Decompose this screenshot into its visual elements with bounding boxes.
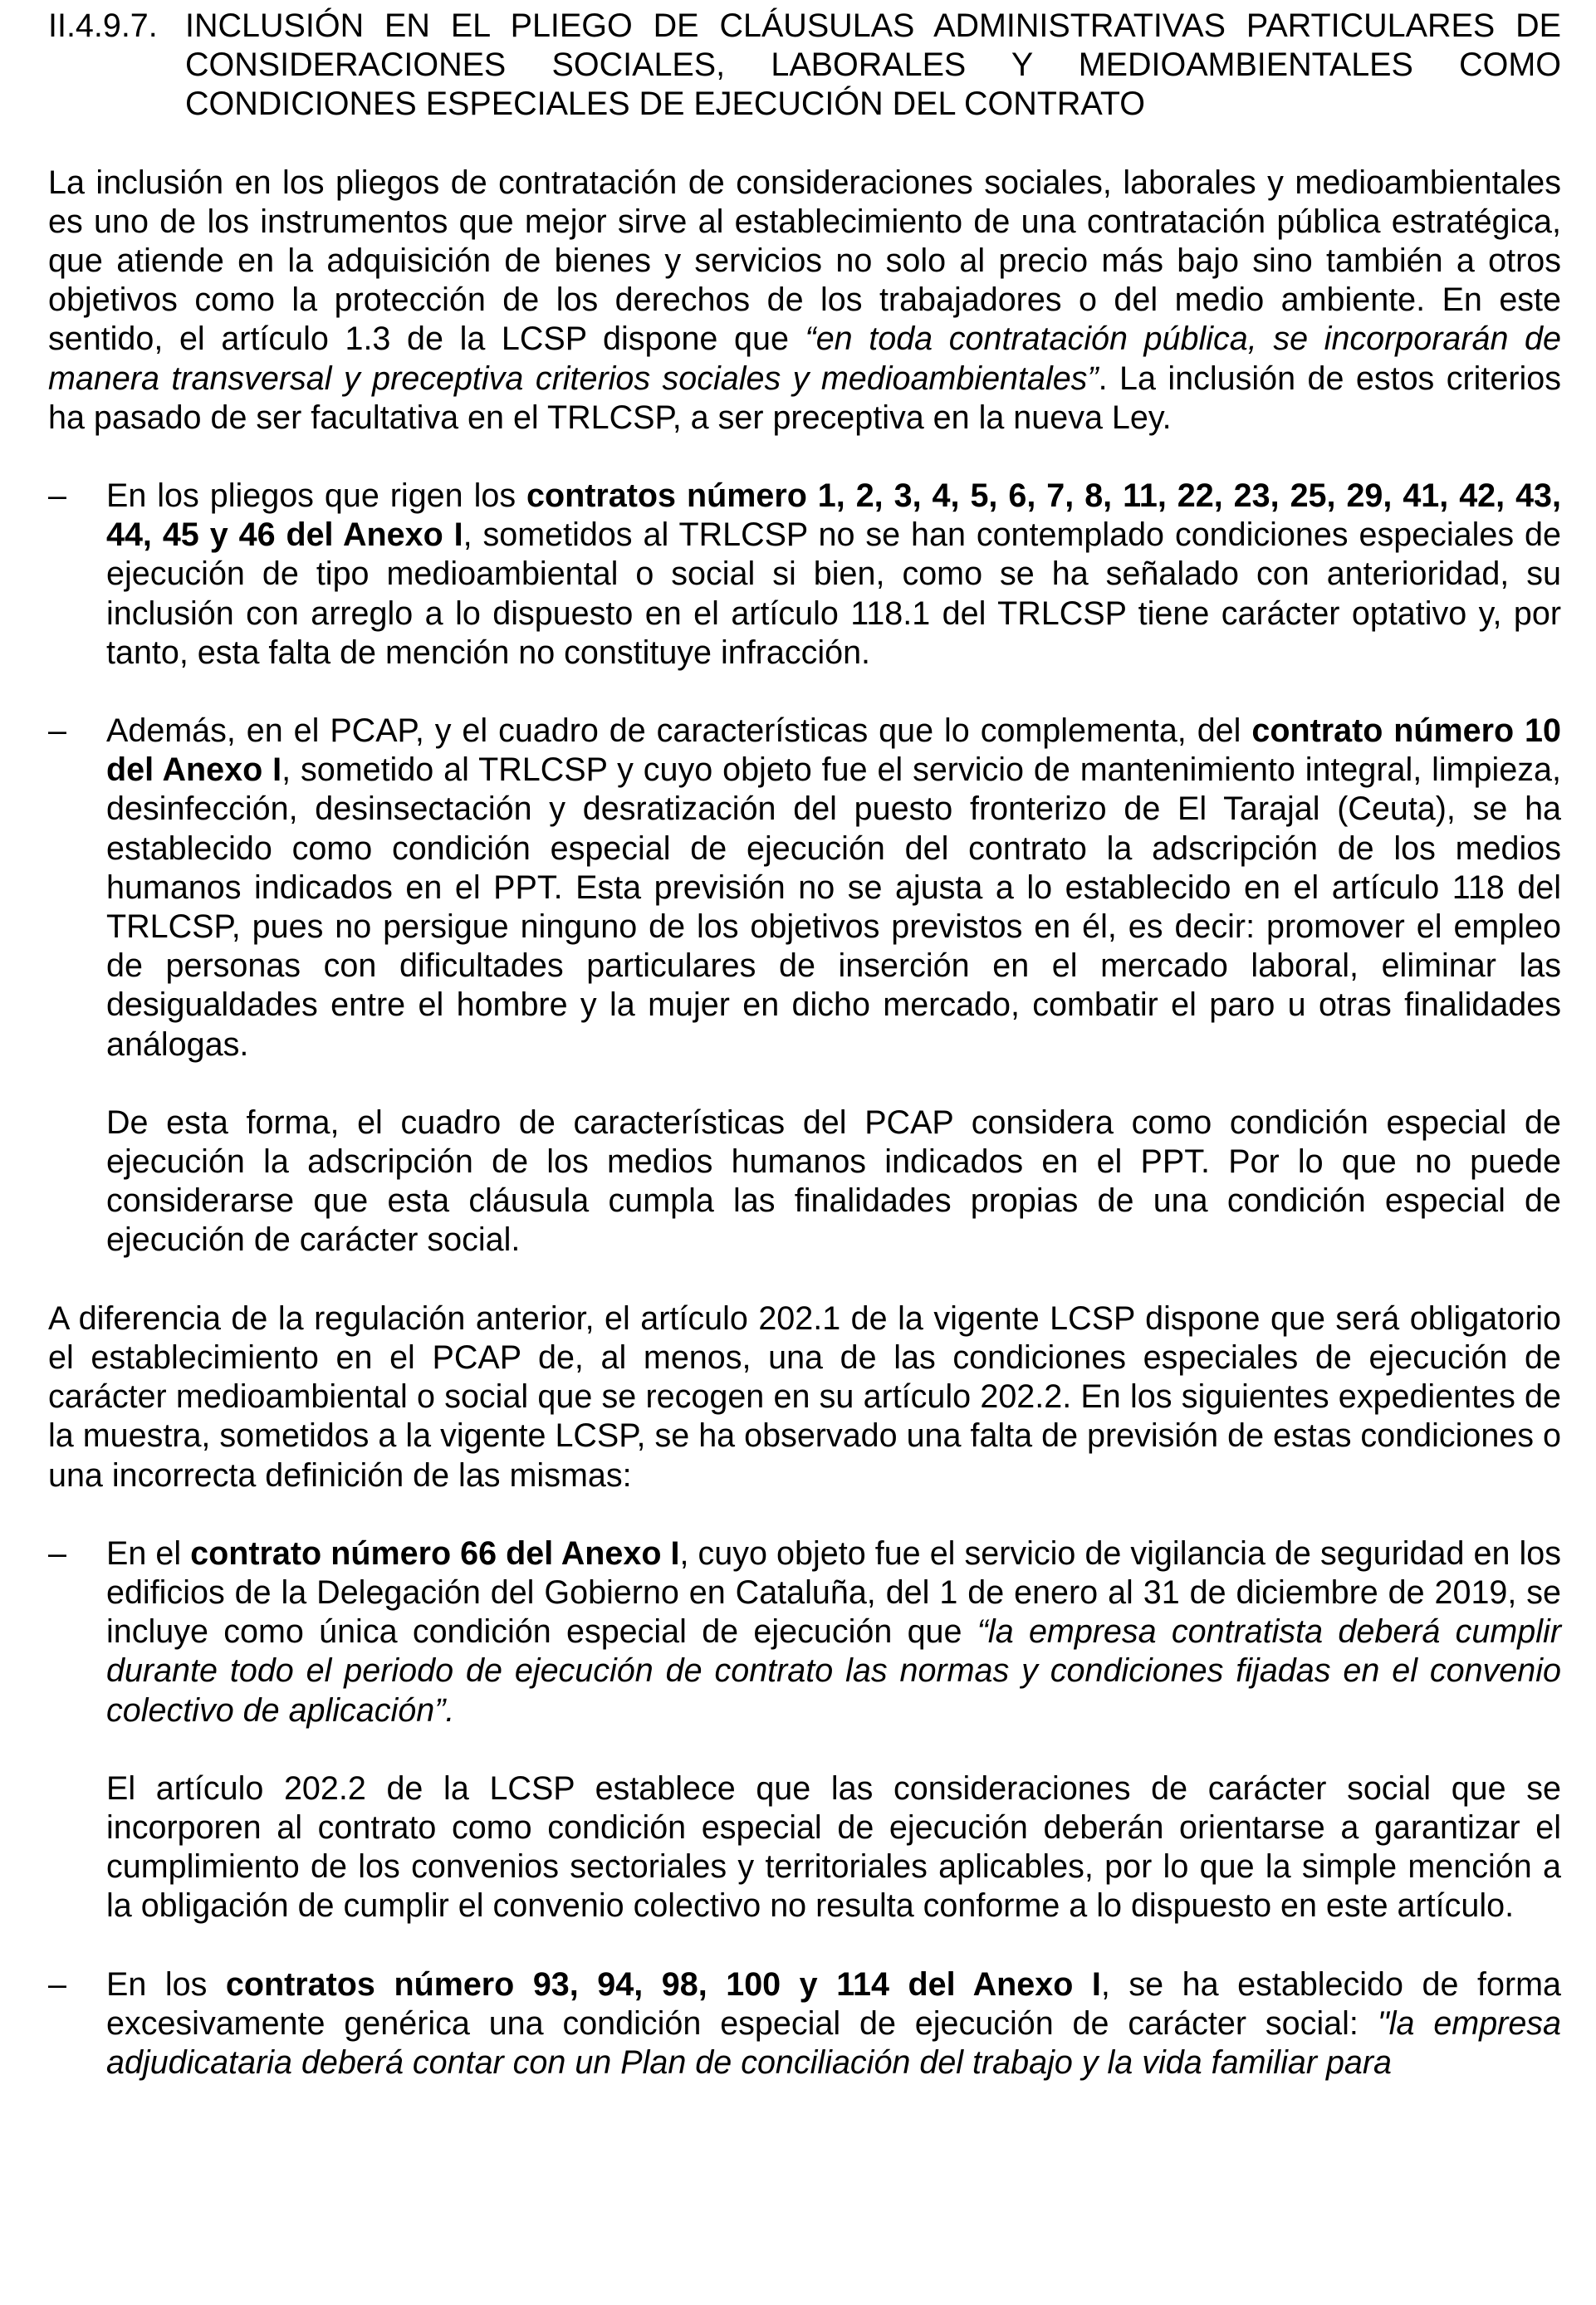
text-run: .	[445, 1691, 455, 1729]
text-run: , se ha establecido de forma excesivamente genérica una condición especial de ejecución de carácter social:	[106, 1965, 1561, 2042]
list-item-text	[106, 712, 1561, 1064]
list-item	[48, 712, 1561, 1064]
quote-text: “en toda contratación pública, se incorporarán de manera transversal y preceptiva criterios sociales y medioambientales”	[48, 321, 1561, 397]
document-page	[48, 7, 1561, 2082]
bold-text: contrato número 66 del Anexo I	[190, 1534, 680, 1572]
list-item-subparagraph: De esta forma, el cuadro de características del PCAP considera como condición especial de ejecución la adscripción de los medios humanos indicados en el PPT. Por lo que no puede considerarse que esta cláusula cumpla las finalidades propias de una condición especial de ejecución de carácter social.	[106, 1104, 1561, 1259]
text-run: En los	[106, 1965, 226, 2003]
body-paragraph: A diferencia de la regulación anterior, el artículo 202.1 de la vigente LCSP dispone que será obligatorio el establecimiento en el PCAP de, al menos, una de las condiciones especiales de ejecución de carácter medioambiental o social que se recogen en su artículo 202.2. En los siguientes expedientes de la muestra, sometidos a la vigente LCSP, se ha observado una falta de previsión de estas condiciones o una incorrecta definición de las mismas:	[48, 1299, 1561, 1494]
text-run: . La inclusión de estos criterios ha pasado de ser facultativa en el TRLCSP, a ser preceptiva en la nueva Ley.	[48, 360, 1561, 436]
quote-text: “la empresa contratista deberá cumplir durante todo el periodo de ejecución de contrato las normas y condiciones fijadas en el convenio colectivo de aplicación”	[106, 1613, 1561, 1729]
bold-text: contratos número 1, 2, 3, 4, 5, 6, 7, 8, 11, 22, 23, 25, 29, 41, 42, 43, 44, 45 y 46 del Anexo I	[106, 477, 1561, 554]
section-title: INCLUSIÓN EN EL PLIEGO DE CLÁUSULAS ADMINISTRATIVAS PARTICULARES DE CONSIDERACIONES SOCIALES, LABORALES Y MEDIOAMBIENTALES COMO CONDICIONES ESPECIALES DE EJECUCIÓN DEL CONTRATO	[185, 7, 1561, 123]
text-run: , sometidos al TRLCSP no se han contemplado condiciones especiales de ejecución de tipo medioambiental o social si bien, como se ha señalado con anterioridad, su inclusión con arreglo a lo dispuesto en el artículo 118.1 del TRLCSP tiene carácter optativo y, por tanto, esta falta de mención no constituye infracción.	[106, 516, 1561, 671]
text-run: Además, en el PCAP, y el cuadro de características que lo complementa, del	[106, 712, 1252, 750]
text-run: La inclusión en los pliegos de contratación de consideraciones sociales, laborales y medioambientales es uno de los instrumentos que mejor sirve al establecimiento de una contratación pública estratégica, que atiende en la adquisición de bienes y servicios no solo al precio más bajo sino también a otros objetivos como la protección de los derechos de los trabajadores o del medio ambiente. En este sentido, el artículo 1.3 de la LCSP dispone que	[48, 164, 1561, 358]
bullet-dash: –	[48, 1534, 66, 1572]
list-item-text	[106, 1534, 1561, 1730]
bullet-dash: –	[48, 477, 66, 515]
section-heading	[48, 7, 1561, 125]
list-item-text	[106, 477, 1561, 673]
list-item	[48, 1534, 1561, 1730]
intro-paragraph	[48, 164, 1561, 438]
bullet-dash: –	[48, 712, 66, 750]
text-run: , sometido al TRLCSP y cuyo objeto fue el servicio de mantenimiento integral, limpieza, desinfección, desinsectación y desratización del puesto fronterizo de El Tarajal (Ceuta), se ha establecido como condición especial de ejecución del contrato la adscripción de los medios humanos indicados en el PPT. Esta previsión no se ajusta a lo establecido en el artículo 118 del TRLCSP, pues no persigue ninguno de los objetivos previstos en él, es decir: promover el empleo de personas con dificultades particulares de inserción en el mercado laboral, eliminar las desigualdades entre el hombre y la mujer en dicho mercado, combatir el paro u otras finalidades análogas.	[106, 751, 1561, 1063]
text-run: , cuyo objeto fue el servicio de vigilancia de seguridad en los edificios de la Delegación del Gobierno en Cataluña, del 1 de enero al 31 de diciembre de 2019, se incluye como única condición especial de ejecución que	[106, 1534, 1561, 1651]
section-number: II.4.9.7.	[48, 7, 158, 44]
bold-text: contratos número 93, 94, 98, 100 y 114 del Anexo I	[225, 1965, 1101, 2003]
list-item	[48, 1965, 1561, 2083]
text-run: En los pliegos que rigen los	[106, 477, 527, 515]
bullet-dash: –	[48, 1965, 66, 2003]
bold-text: contrato número 10 del Anexo I	[106, 712, 1561, 789]
list-item-text	[106, 1965, 1561, 2083]
list-item	[48, 477, 1561, 673]
quote-text: "la empresa adjudicataria deberá contar con un Plan de conciliación del trabajo y la vida familiar para	[106, 2004, 1562, 2081]
list-item-subparagraph: El artículo 202.2 de la LCSP establece que las consideraciones de carácter social que se incorporen al contrato como condición especial de ejecución deberán orientarse a garantizar el cumplimiento de los convenios sectoriales y territoriales aplicables, por lo que la simple mención a la obligación de cumplir el convenio colectivo no resulta conforme a lo dispuesto en este artículo.	[106, 1769, 1561, 1925]
text-run: En el	[106, 1534, 191, 1572]
